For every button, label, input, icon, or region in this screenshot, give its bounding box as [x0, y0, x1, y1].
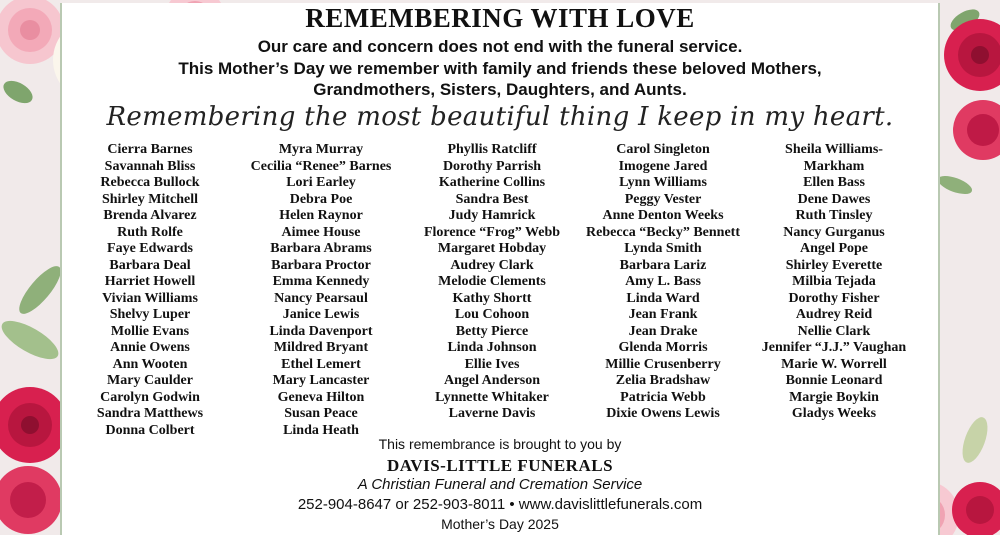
name-entry: Barbara Abrams	[270, 241, 372, 256]
name-entry: Linda Davenport	[269, 323, 373, 339]
name-entry: Margie Boykin	[789, 389, 879, 405]
name-entry: Audrey Clark	[450, 257, 534, 273]
name-entry: Sandra Best	[455, 191, 529, 207]
name-entry: Carol Singleton	[616, 142, 710, 157]
name-entry: Carolyn Godwin	[100, 389, 200, 405]
name-entry: Aimee House	[281, 224, 361, 240]
name-entry: Emma Kennedy	[272, 274, 370, 289]
name-entry: Donna Colbert	[105, 422, 195, 438]
script-quote: Remembering the most beautiful thing I keep in my heart.	[106, 102, 894, 132]
name-entry: Helen Raynor	[279, 208, 363, 223]
name-entry: Brenda Alvarez	[103, 208, 197, 223]
name-entry: Dorothy Fisher	[788, 290, 880, 306]
name-entry: Zelia Bradshaw	[615, 373, 711, 388]
name-entry: Linda Ward	[626, 290, 700, 306]
name-entry: Barbara Lariz	[619, 257, 707, 273]
name-entry: Myra Murray	[278, 142, 364, 157]
name-entry: Milbia Tejada	[792, 274, 876, 289]
name-entry: Barbara Deal	[109, 257, 191, 273]
sponsor-line: This remembrance is brought to you by	[378, 436, 622, 452]
name-entry: Mildred Bryant	[273, 340, 369, 355]
name-entry: Linda Johnson	[447, 340, 537, 355]
name-entry: Rebecca “Becky” Bennett	[586, 224, 740, 240]
intro-line: Grandmothers, Sisters, Daughters, and Aunts.	[313, 80, 687, 99]
name-entry: Vivian Williams	[102, 290, 198, 306]
name-entry: Phyllis Ratcliff	[447, 142, 537, 157]
name-entry: Cierra Barnes	[107, 142, 193, 157]
name-entry: Melodie Clements	[438, 274, 546, 289]
name-entry: Ruth Tinsley	[795, 208, 873, 223]
name-entry: Rebecca Bullock	[100, 175, 200, 190]
name-entry: Amy L. Bass	[625, 274, 701, 289]
name-entry: Betty Pierce	[455, 323, 529, 339]
name-entry: Susan Peace	[284, 406, 358, 421]
company-name: DAVIS-LITTLE FUNERALS	[386, 456, 614, 475]
name-entry: Barbara Proctor	[271, 257, 371, 273]
name-entry: Peggy Vester	[624, 191, 702, 207]
name-entry: Ruth Rolfe	[117, 224, 183, 240]
name-entry: Ethel Lemert	[281, 356, 361, 372]
name-entry: Debra Poe	[289, 191, 353, 207]
name-entry: Mollie Evans	[110, 323, 190, 339]
intro-line: Our care and concern does not end with the funeral service.	[257, 37, 743, 56]
name-entry: Imogene Jared	[618, 158, 708, 174]
name-entry: Dene Dawes	[797, 191, 871, 207]
headline: REMEMBERING WITH LOVE	[305, 3, 695, 33]
name-entry: Cecilia “Renee” Barnes	[250, 158, 392, 174]
name-entry: Margaret Hobday	[437, 241, 547, 256]
name-entry: Nellie Clark	[797, 323, 871, 339]
name-entry: Savannah Bliss	[104, 158, 196, 174]
name-entry: Shirley Everette	[785, 257, 883, 273]
name-entry: Lori Earley	[286, 175, 356, 190]
intro-line: This Mother’s Day we remember with family and friends these beloved Mothers,	[178, 59, 822, 78]
name-entry: Shirley Mitchell	[101, 191, 199, 207]
name-column	[226, 142, 416, 439]
name-entry: Jennifer “J.J.” Vaughan	[761, 340, 907, 355]
name-entry: Millie Crusenberry	[605, 356, 721, 372]
name-entry: Lynda Smith	[624, 241, 702, 256]
name-entry: Ann Wooten	[112, 356, 188, 372]
name-column	[739, 142, 929, 423]
name-entry: Ellie Ives	[464, 356, 520, 372]
name-entry: Linda Heath	[283, 422, 359, 438]
name-entry: Katherine Collins	[438, 175, 546, 190]
name-entry: Mary Lancaster	[272, 373, 370, 388]
name-column	[568, 142, 758, 423]
name-entry: Jean Drake	[628, 323, 698, 339]
name-entry: Laverne Davis	[448, 406, 536, 421]
name-entry: Harriet Howell	[104, 274, 196, 289]
name-entry: Lynn Williams	[619, 175, 707, 190]
name-entry: Annie Owens	[110, 340, 190, 355]
name-entry: Angel Anderson	[443, 373, 541, 388]
name-entry: Geneva Hilton	[277, 389, 365, 405]
name-entry: Faye Edwards	[107, 241, 193, 256]
name-entry: Audrey Reid	[795, 307, 873, 322]
name-entry: Lynnette Whitaker	[435, 389, 549, 405]
name-entry: Bonnie Leonard	[785, 373, 883, 388]
name-entry: Kathy Shortt	[452, 290, 532, 306]
name-entry: Ellen Bass	[803, 175, 865, 190]
name-entry: Dixie Owens Lewis	[606, 406, 720, 421]
name-entry: Anne Denton Weeks	[602, 208, 724, 223]
name-column	[55, 142, 245, 439]
name-entry: Sheila Williams-	[785, 142, 883, 157]
event-date: Mother’s Day 2025	[441, 516, 559, 532]
names-list	[0, 142, 1000, 442]
name-entry: Angel Pope	[799, 241, 869, 256]
name-entry: Florence “Frog” Webb	[423, 224, 561, 240]
name-entry: Judy Hamrick	[448, 208, 536, 223]
name-entry: Shelvy Luper	[109, 307, 191, 322]
name-entry: Marie W. Worrell	[781, 356, 887, 372]
name-entry: Glenda Morris	[618, 340, 708, 355]
name-entry: Jean Frank	[628, 307, 698, 322]
company-tagline: A Christian Funeral and Cremation Service	[357, 476, 643, 493]
name-entry: Nancy Gurganus	[783, 224, 885, 240]
name-column	[397, 142, 587, 423]
name-entry: Nancy Pearsaul	[274, 290, 368, 306]
name-entry: Lou Cohoon	[454, 307, 530, 322]
name-entry: Markham	[803, 158, 865, 174]
name-entry: Gladys Weeks	[791, 406, 877, 421]
name-entry: Mary Caulder	[107, 373, 193, 388]
name-entry: Sandra Matthews	[96, 406, 204, 421]
name-entry: Dorothy Parrish	[442, 158, 542, 174]
name-entry: Janice Lewis	[282, 307, 360, 322]
contact-line: 252-904-8647 or 252-903-8011 • www.davislittlefunerals.com	[297, 496, 703, 513]
name-entry: Patricia Webb	[620, 389, 706, 405]
